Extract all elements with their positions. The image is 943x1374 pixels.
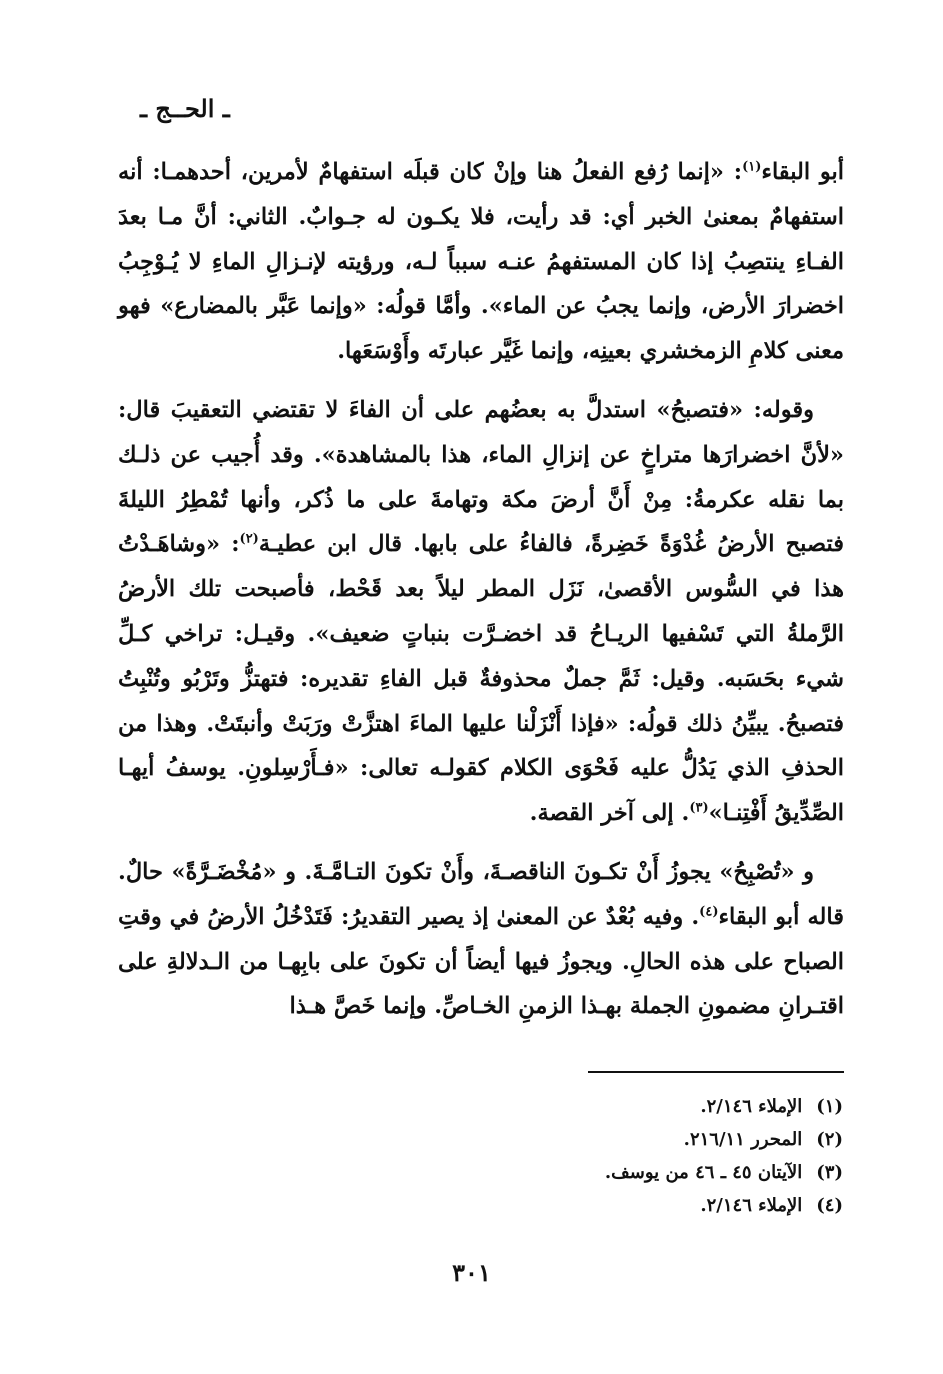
paragraph-1-text-a: أبو البقاء xyxy=(761,159,844,185)
footnote-2 xyxy=(605,1123,843,1156)
footnote-number: (٢) xyxy=(816,1129,843,1150)
footnote-marker-3: (٣) xyxy=(689,800,709,816)
footnote-marker-1: (١) xyxy=(742,159,762,175)
footnote-4 xyxy=(605,1189,843,1222)
paragraph-2 xyxy=(118,388,844,836)
paragraph-2-text-b: : «وشاهَـدْتُ هذا في السُّوس الأقصىٰ، نَزَل المطر ليلاً بعد قَحْط، فأصبحت تلك الأرضُ الرَّملةُ التي تَسْفيها الريـاحُ قد اخضـرَّت بنباتٍ ضعيف». وقيـل: تراخي كـلِّ شيء بحَسَبه. وقيل: ثَمَّ جملٌ محذوفةٌ قبل الفاءِ تقديره: فتهتزُّ وتَرْبُو وتُنْبِتُ فتصبحُ. يبيِّنُ ذلك قولُه: «فإذا أَنْزَلْنا عليها الماءَ اهتزَّتْ ورَبَتْ وأنبتَتْ. وهذا من الحذفِ الذي يَدُلُّ عليه فَحْوَى الكلام كقولـه تعالى: «فـأَرْسِلونِ. يوسفُ أيهـا الصِّدِّيقُ أَفْتِنـا» xyxy=(118,531,844,827)
paragraph-3-text-b: . وفيه بُعْدٌ عن المعنىٰ إذ يصير التقديرُ: فَتَدْخُلُ الأرضُ في وقتِ الصباح على هذه الحالِ. ويجوزُ فيها أيضاً أن تكونَ على بابِهـا من الـدلالةِ على اقتـرانِ مضمونِ الجملة بهـذا الزمنِ الخـاصِّ. وإنما خَصَّ هـذا xyxy=(118,903,844,1020)
footnote-text: الآيتان ٤٥ ـ ٤٦ من يوسف. xyxy=(604,1162,803,1183)
footnote-number: (٣) xyxy=(816,1162,843,1183)
footnote-text: المحرر ٢١٦/١١. xyxy=(683,1129,803,1150)
footnotes xyxy=(605,1090,843,1222)
running-header: ـ الحــج ـ xyxy=(140,94,230,123)
footnote-3 xyxy=(605,1156,843,1189)
footnote-marker-4: (٤) xyxy=(699,904,719,920)
paragraph-3 xyxy=(118,850,844,1029)
paragraph-2-text-a: وقوله: «فتصبحُ» استدلَّ به بعضُهم على أن الفاءَ لا تقتضي التعقيبَ قال: «لأنَّ اخضرارَها متراخٍ عن إنزالِ الماء، هذا بالمشاهدة». وقد أُجيب عن ذلـك بما نقله عكرمةُ: مِنْ أَنَّ أرضَ مكة وتهامةَ على ما ذُكر، وأنها تُمْطِرُ الليلةَ فتصبح الأرضُ غُدْوَةً خَضِرةً، فالفاءُ على بابها. قال ابن عطيـة xyxy=(118,396,844,558)
footnote-divider xyxy=(588,1071,844,1073)
page-number: ٣٠١ xyxy=(452,1258,491,1287)
main-text xyxy=(118,150,844,1029)
footnote-number: (١) xyxy=(816,1096,843,1117)
footnote-marker-2: (٢) xyxy=(239,531,259,547)
footnote-text: الإملاء ٢/١٤٦. xyxy=(700,1195,803,1216)
paragraph-1-text-b: : «إنما رُفع الفعلُ هنا وإنْ كان قبلَه استفهامٌ لأمرين، أحدهمـا: أنه استفهامٌ بمعنىٰ الخبر أي: قد رأيت، فلا يكـون له جـوابٌ. الثاني: أنَّ مـا بعدَ الفـاءِ ينتصِبُ إذا كان المستفهمُ عنـه سبباً لـه، ورؤيته لإنـزالِ الماءِ لا يُـوْجِبُ اخضرارَ الأرض، وإنما يجبُ عن الماء». وأمَّا قولُه: «وإنما عَبَّر بالمضارع» فهو معنى كلامِ الزمخشري بعينِه، وإنما غَيَّر عبارتَه وأَوْسَعَها. xyxy=(118,159,844,365)
footnote-number: (٤) xyxy=(816,1195,843,1216)
footnote-text: الإملاء ٢/١٤٦. xyxy=(700,1096,803,1117)
paragraph-3-text-a: و «تُصْبِحُ» يجوزُ أَنْ تكـونَ الناقصـةَ، وأَنْ تكونَ التـامَّـةَ. و «مُخْضَـرَّةً» حالٌ. قاله أبو البقاء xyxy=(118,858,845,930)
footnote-1 xyxy=(605,1090,843,1123)
paragraph-2-text-c: . إلى آخر القصة. xyxy=(529,800,690,827)
paragraph-1 xyxy=(118,150,844,374)
